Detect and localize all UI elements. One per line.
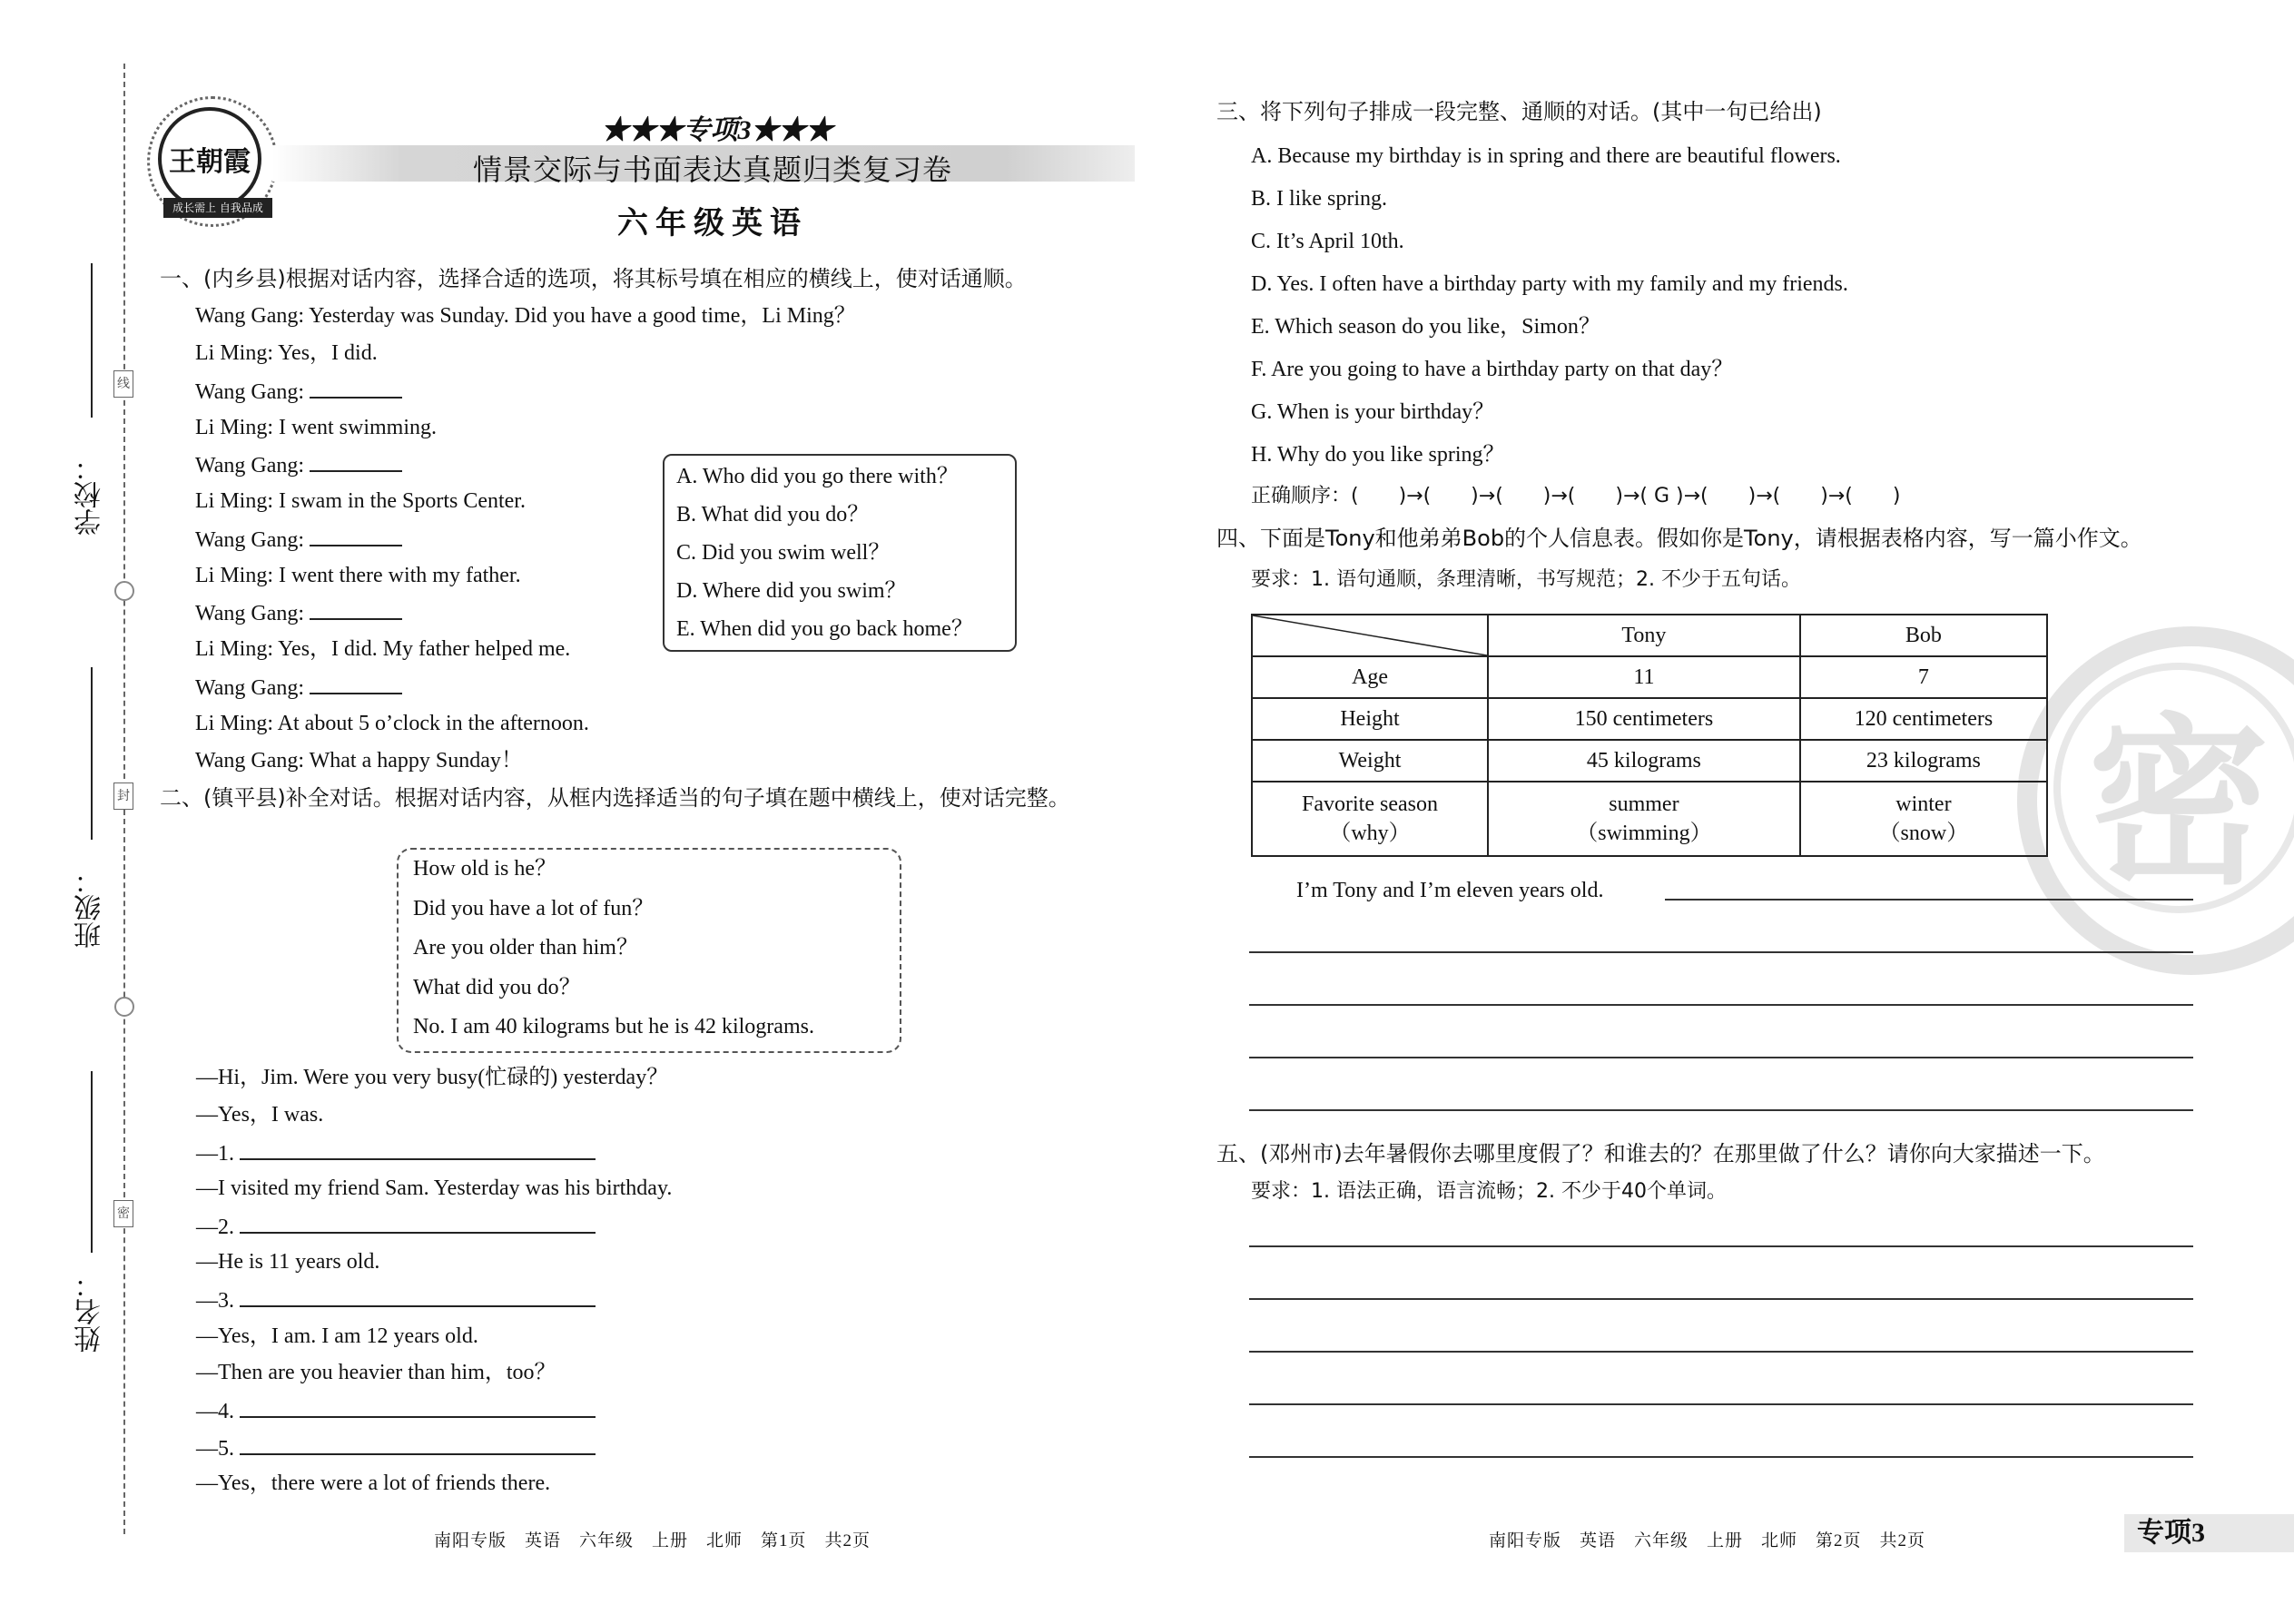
name-underline	[91, 1071, 93, 1253]
margin-marker-seal: 封	[113, 782, 133, 810]
writing-line[interactable]	[1249, 1456, 2193, 1458]
info-table	[1251, 614, 2048, 857]
label-line: Favorite season	[1302, 792, 1438, 816]
option-item: C. Did you swim well？	[676, 541, 891, 565]
table-cell: 11	[1488, 656, 1800, 698]
answer-blank[interactable]	[240, 1432, 596, 1455]
blank-number: —5.	[196, 1437, 234, 1461]
sentence-option: F. Are you going to have a birthday party on that day？	[1251, 358, 1734, 381]
margin-marker-line: 线	[113, 370, 133, 398]
section5-requirement: 要求：1. 语法正确，语言流畅；2. 不少于40个单词。	[1251, 1180, 1727, 1203]
writing-line[interactable]	[1665, 899, 2193, 901]
table-cell: 45 kilograms	[1488, 740, 1800, 782]
dialog-speaker: Wang Gang:	[195, 602, 305, 625]
answer-blank[interactable]	[310, 523, 402, 546]
answer-blank[interactable]	[240, 1137, 596, 1160]
answer-blank[interactable]	[310, 671, 402, 694]
logo-ribbon: 成长需上 自我品成	[163, 198, 272, 218]
answer-blank[interactable]	[240, 1210, 596, 1234]
table-row-label	[1252, 782, 1488, 856]
dialog-line: —Yes，I was.	[196, 1103, 324, 1127]
dialog-line: —Hi，Jim. Were you very busy(忙碌的) yesterday？	[196, 1066, 669, 1089]
dialog-line	[196, 1432, 596, 1464]
dialog-line: —Yes，there were a lot of friends there.	[196, 1471, 551, 1495]
sentence-option: C. It’s April 10th.	[1251, 230, 1404, 253]
writing-line[interactable]	[1249, 1245, 2193, 1247]
margin-marker-secret: 密	[113, 1200, 133, 1227]
dialog-line: Wang Gang: Yesterday was Sunday. Did you have a good time，Li Ming？	[195, 304, 856, 328]
table-header-bob: Bob	[1800, 615, 2047, 656]
writing-line[interactable]	[1249, 1057, 2193, 1058]
option-item: E. When did you go back home？	[676, 617, 973, 641]
class-underline	[91, 667, 93, 840]
dialog-line	[196, 1210, 596, 1243]
margin-circle-icon	[114, 581, 134, 601]
dialog-line: Li Ming: Yes，I did.	[195, 341, 378, 365]
dialog-line: —I visited my friend Sam. Yesterday was his birthday.	[196, 1176, 673, 1200]
blank-number: —4.	[196, 1400, 234, 1423]
table-cell	[1488, 782, 1800, 856]
writing-line[interactable]	[1249, 1351, 2193, 1353]
watermark-stamp-glyph: 密	[2053, 663, 2294, 913]
section1-heading: 一、(内乡县)根据对话内容，选择合适的选项，将其标号填在相应的横线上，使对话通顺。	[160, 266, 1027, 291]
blank-number: —3.	[196, 1289, 234, 1313]
page-subtitle: 六年级英语	[617, 205, 808, 241]
dialog-line: —Yes，I am. I am 12 years old.	[196, 1324, 478, 1348]
writing-line[interactable]	[1249, 951, 2193, 953]
school-underline	[91, 263, 93, 418]
table-cell: 23 kilograms	[1800, 740, 2047, 782]
writing-line[interactable]	[1249, 1004, 2193, 1006]
table-row-label: Height	[1252, 698, 1488, 740]
label-line: （why）	[1329, 822, 1411, 845]
table-row-label: Age	[1252, 656, 1488, 698]
option-item: A. Who did you go there with？	[676, 465, 959, 488]
sentence-option: G. When is your birthday？	[1251, 400, 1495, 424]
section2-heading: 二、(镇平县)补全对话。根据对话内容，从框内选择适当的句子填在题中横线上，使对话完整。	[160, 785, 1070, 811]
option-item: B. What did you do？	[676, 503, 870, 527]
sentence-option: E. Which season do you like，Simon？	[1251, 315, 1600, 339]
section3-heading: 三、将下列句子排成一段完整、通顺的对话。(其中一句已给出)	[1216, 99, 1822, 124]
dialog-line: Li Ming: I went swimming.	[195, 416, 437, 439]
footer-right: 南阳专版 英语 六年级 上册 北师 第2页 共2页	[1489, 1531, 1926, 1550]
option-item: D. Where did you swim？	[676, 579, 907, 603]
answer-blank[interactable]	[310, 596, 402, 620]
writing-line[interactable]	[1249, 1403, 2193, 1405]
section5-heading: 五、(邓州市)去年暑假你去哪里度假了？和谁去的？在那里做了什么？请你向大家描述一下。	[1216, 1141, 2105, 1166]
cell-line: （snow）	[1878, 822, 1969, 845]
answer-blank[interactable]	[310, 448, 402, 472]
sentence-option: H. Why do you like spring？	[1251, 443, 1505, 467]
dialog-line	[195, 523, 402, 556]
school-label: 学校：	[74, 454, 106, 536]
option-item: How old is he？	[413, 857, 556, 881]
publisher-logo: 王朝霞	[158, 107, 261, 211]
writing-line[interactable]	[1249, 1298, 2193, 1300]
writing-line[interactable]	[1249, 1109, 2193, 1111]
dialog-line: Li Ming: I swam in the Sports Center.	[195, 489, 526, 513]
table-cell	[1800, 782, 2047, 856]
table-cell: 150 centimeters	[1488, 698, 1800, 740]
footer-left: 南阳专版 英语 六年级 上册 北师 第1页 共2页	[434, 1531, 871, 1550]
order-answer-line[interactable]: 正确顺序：( )→( )→( )→( )→( G )→( )→( )→( )	[1251, 485, 1901, 507]
sentence-option: B. I like spring.	[1251, 187, 1387, 211]
dialog-speaker: Wang Gang:	[195, 528, 305, 552]
cell-line: summer	[1609, 792, 1679, 816]
section4-heading: 四、下面是Tony和他弟弟Bob的个人信息表。假如你是Tony，请根据表格内容，写一篇小作文。	[1216, 526, 2142, 551]
dialog-line: Wang Gang: What a happy Sunday！	[195, 749, 523, 773]
blank-number: —1.	[196, 1142, 234, 1166]
composition-starter: I’m Tony and I’m eleven years old.	[1296, 879, 1604, 902]
corner-section-tag: 专项3	[2124, 1514, 2294, 1552]
diagonal-line	[1253, 615, 1487, 655]
page-title: 情景交际与书面表达真题归类复习卷	[472, 153, 952, 187]
dialog-line: Li Ming: Yes，I did. My father helped me.	[195, 637, 571, 661]
dialog-speaker: Wang Gang:	[195, 676, 305, 700]
dialog-line: —Then are you heavier than him，too？	[196, 1361, 556, 1384]
dialog-line	[195, 596, 402, 629]
dialog-line	[196, 1137, 596, 1169]
dialog-line	[196, 1284, 596, 1316]
dialog-line: Li Ming: At about 5 o’clock in the afternoon.	[195, 712, 589, 735]
series-label: ★★★专项3★★★	[601, 115, 833, 145]
option-item: What did you do？	[413, 976, 581, 999]
dialog-line	[196, 1394, 596, 1427]
answer-blank[interactable]	[240, 1394, 596, 1418]
dialog-line	[195, 671, 402, 704]
cell-line: （swimming）	[1576, 822, 1712, 845]
table-cell: 7	[1800, 656, 2047, 698]
sentence-option: A. Because my birthday is in spring and there are beautiful flowers.	[1251, 144, 1841, 168]
table-header-tony: Tony	[1488, 615, 1800, 656]
dialog-line: Li Ming: I went there with my father.	[195, 564, 521, 587]
class-label: 班级：	[74, 867, 106, 949]
dialog-line: —He is 11 years old.	[196, 1250, 380, 1274]
margin-circle-icon	[114, 997, 134, 1017]
option-item: Are you older than him？	[413, 936, 638, 960]
cell-line: winter	[1895, 792, 1952, 816]
answer-blank[interactable]	[310, 375, 402, 399]
dialog-line	[195, 448, 402, 481]
blank-number: —2.	[196, 1216, 234, 1239]
dialog-line	[195, 375, 402, 408]
table-corner-cell	[1252, 615, 1488, 656]
answer-blank[interactable]	[240, 1284, 596, 1307]
table-row-label: Weight	[1252, 740, 1488, 782]
table-cell: 120 centimeters	[1800, 698, 2047, 740]
name-label: 姓名：	[74, 1271, 106, 1353]
section4-requirement: 要求：1. 语句通顺，条理清晰，书写规范；2. 不少于五句话。	[1251, 568, 1801, 591]
option-item: No. I am 40 kilograms but he is 42 kilograms.	[413, 1015, 814, 1038]
option-item: Did you have a lot of fun？	[413, 897, 655, 920]
sentence-option: D. Yes. I often have a birthday party with my family and my friends.	[1251, 272, 1848, 296]
dialog-speaker: Wang Gang:	[195, 454, 305, 477]
dialog-speaker: Wang Gang:	[195, 380, 305, 404]
